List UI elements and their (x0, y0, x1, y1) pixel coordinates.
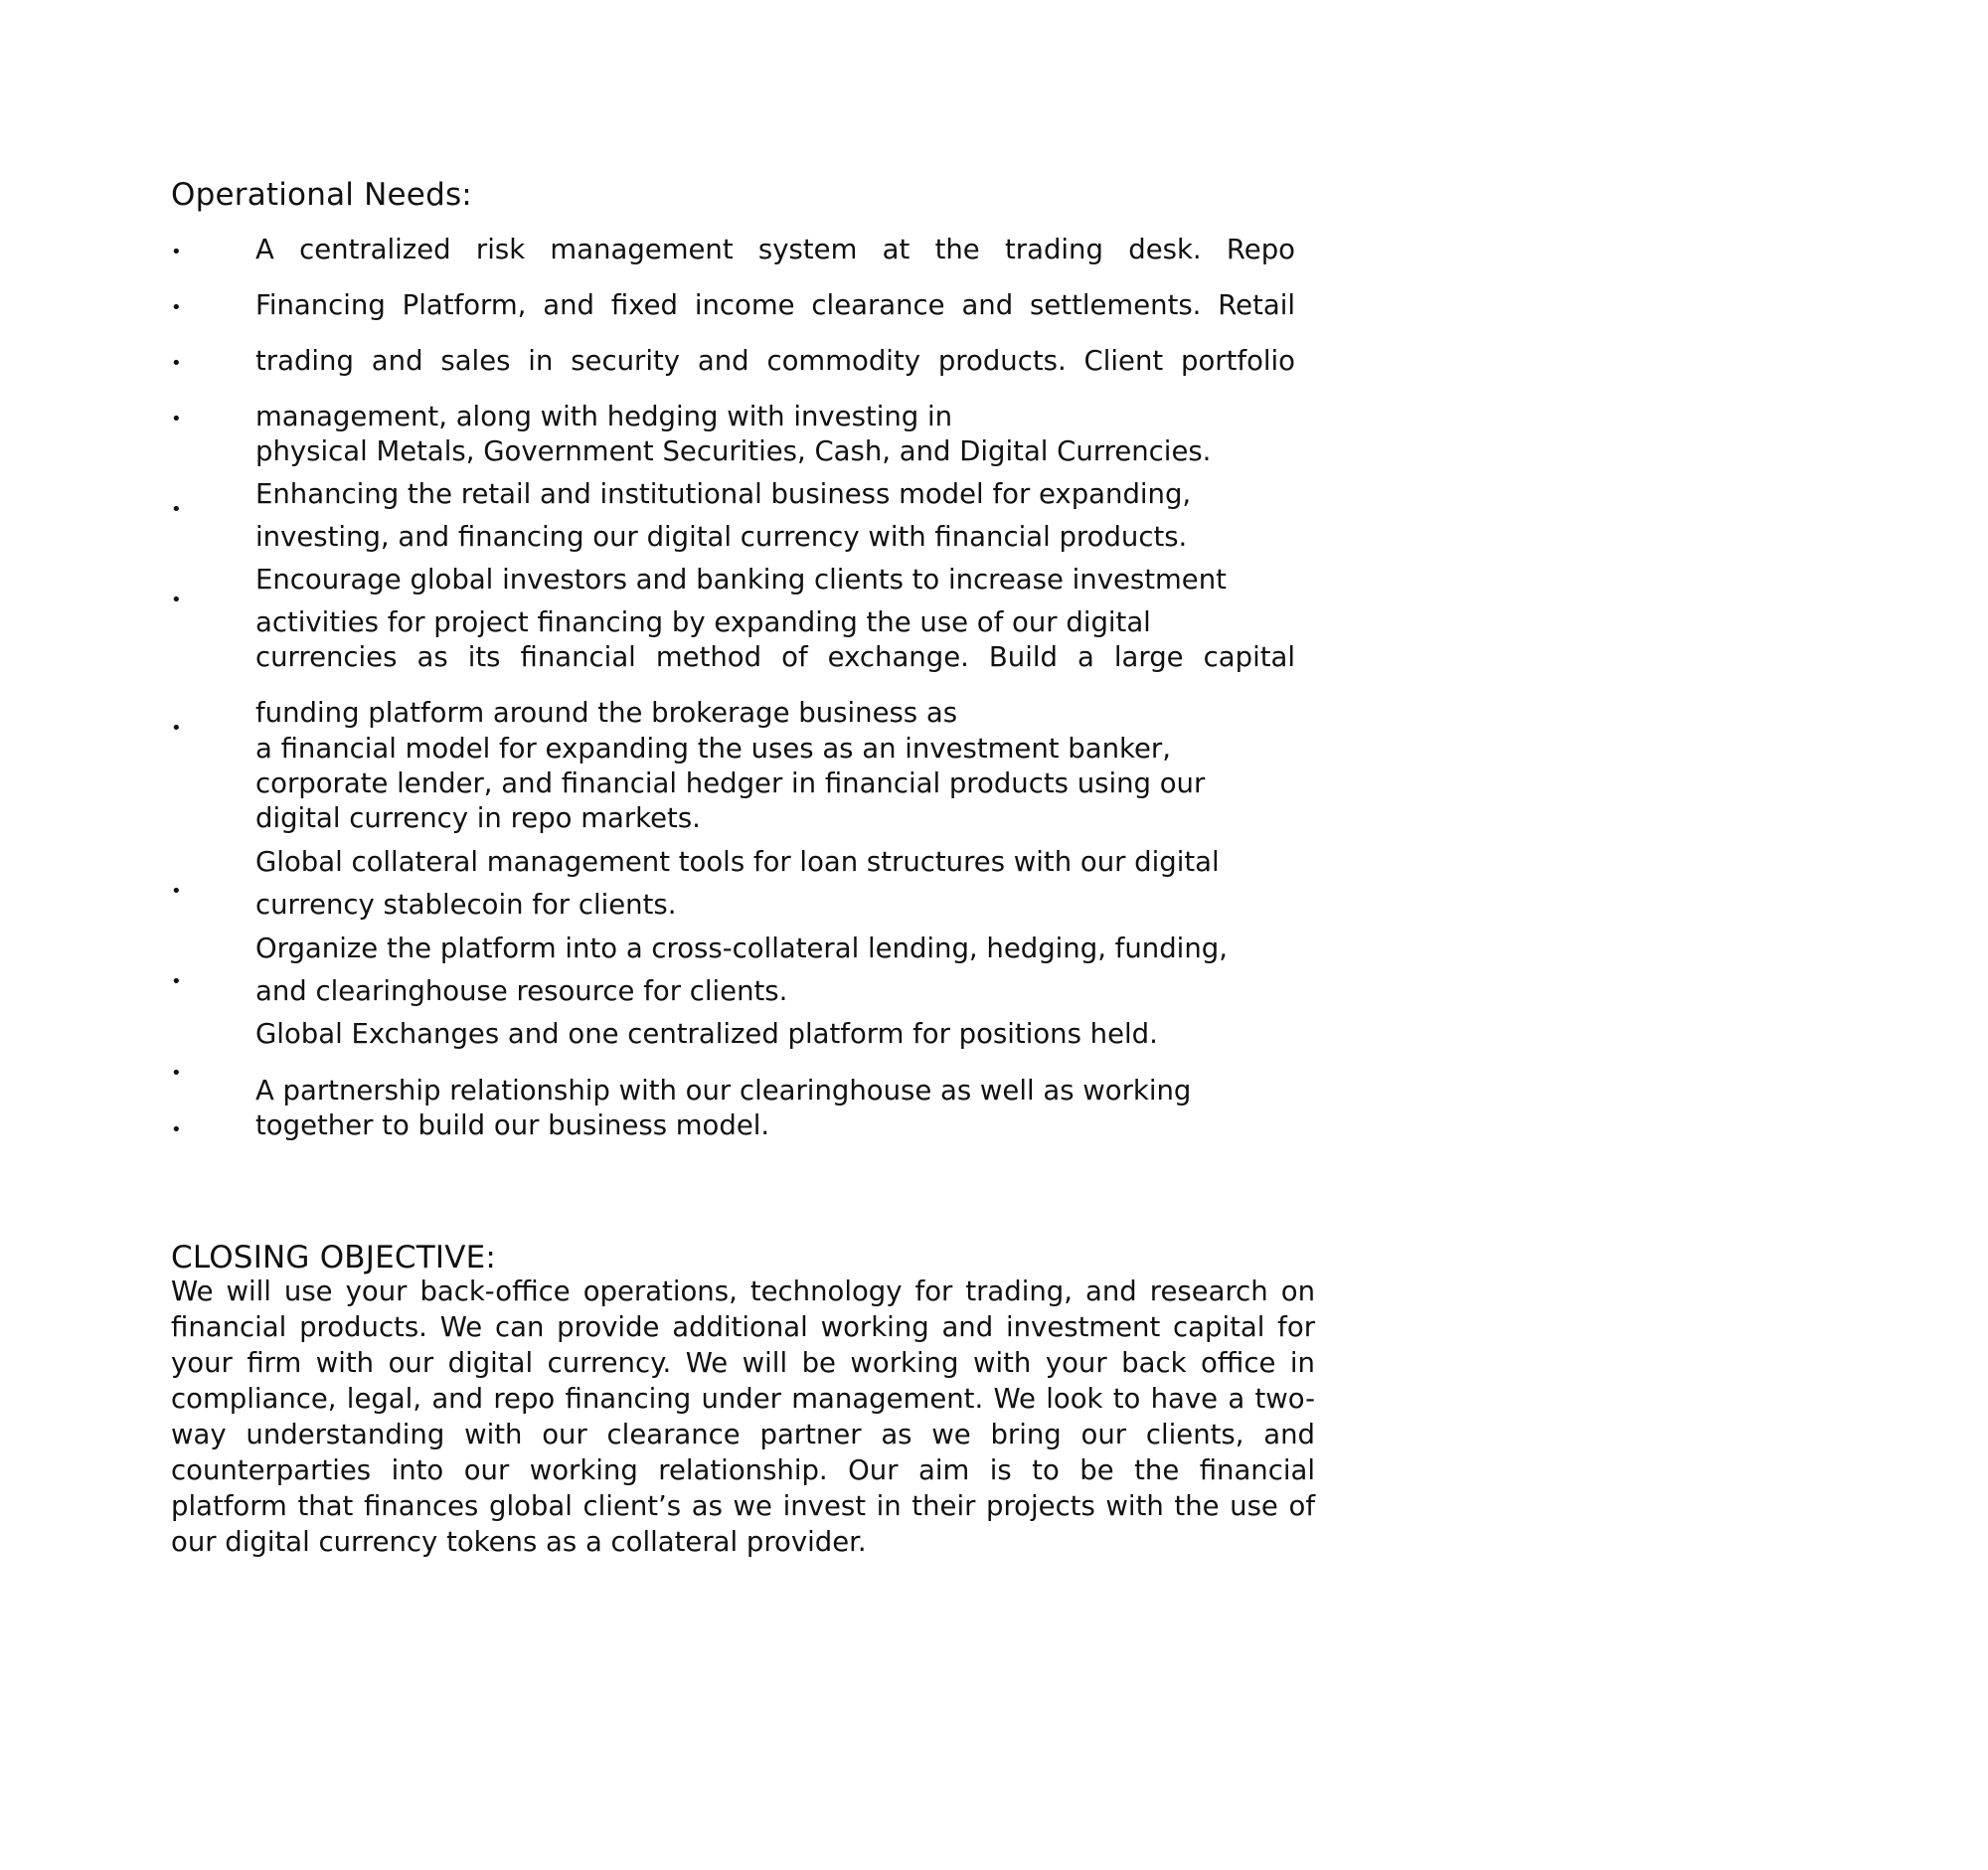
operational-line: Global collateral management tools for loan structures with our digital (255, 846, 1220, 878)
operational-line: A partnership relationship with our clearinghouse as well as working (255, 1075, 1192, 1106)
operational-needs-heading: Operational Needs: (171, 177, 472, 213)
bullet-marker: • (171, 1119, 182, 1140)
operational-line: activities for project financing by expanding the use of our digital (255, 606, 1151, 638)
operational-line: Organize the platform into a cross-collateral lending, hedging, funding, (255, 933, 1228, 964)
closing-line: platform that finances global client’s as we invest in their projects with the use of (171, 1490, 1315, 1522)
closing-objective-heading: CLOSING OBJECTIVE: (171, 1240, 497, 1275)
closing-line: financial products. We can provide additional working and investment capital for (171, 1311, 1315, 1343)
bullet-marker: • (171, 353, 182, 374)
operational-line: digital currency in repo markets. (255, 802, 701, 834)
operational-line: A centralized risk management system at the trading desk. Repo (255, 234, 1295, 265)
closing-line: our digital currency tokens as a collateral provider. (171, 1526, 867, 1558)
operational-line: Global Exchanges and one centralized platform for positions held. (255, 1018, 1158, 1050)
closing-line: your firm with our digital currency. We will be working with your back office in (171, 1347, 1315, 1379)
closing-line: counterparties into our working relationship. Our aim is to be the financial (171, 1454, 1315, 1486)
operational-line: corporate lender, and financial hedger in financial products using our (255, 767, 1206, 799)
bullet-marker: • (171, 242, 182, 262)
operational-line: Enhancing the retail and institutional business model for expanding, (255, 478, 1192, 510)
operational-line: currencies as its financial method of exchange. Build a large capital (255, 641, 1295, 673)
closing-line: We will use your back-office operations, technology for trading, and research on (171, 1275, 1315, 1307)
operational-line: Financing Platform, and fixed income clearance and settlements. Retail (255, 289, 1295, 321)
operational-line: management, along with hedging with investing in (255, 401, 953, 432)
closing-line: compliance, legal, and repo financing under management. We look to have a two- (171, 1383, 1315, 1415)
bullet-marker: • (171, 409, 182, 429)
operational-line: trading and sales in security and commodity products. Client portfolio (255, 345, 1295, 377)
bullet-marker: • (171, 297, 182, 318)
operational-line: a financial model for expanding the uses as an investment banker, (255, 733, 1171, 765)
bullet-marker: • (171, 881, 182, 902)
operational-line: together to build our business model. (255, 1109, 770, 1141)
operational-line: and clearinghouse resource for clients. (255, 975, 788, 1007)
operational-line: Encourage global investors and banking clients to increase investment (255, 564, 1227, 595)
operational-line: funding platform around the brokerage business as (255, 697, 958, 729)
closing-line: way understanding with our clearance partner as we bring our clients, and (171, 1419, 1315, 1450)
operational-line: investing, and financing our digital currency with financial products. (255, 521, 1188, 553)
operational-line: physical Metals, Government Securities, Cash, and Digital Currencies. (255, 435, 1212, 467)
operational-line: currency stablecoin for clients. (255, 889, 677, 921)
bullet-marker: • (171, 718, 182, 739)
bullet-marker: • (171, 590, 182, 610)
bullet-marker: • (171, 499, 182, 520)
bullet-marker: • (171, 1063, 182, 1084)
bullet-marker: • (171, 971, 182, 992)
